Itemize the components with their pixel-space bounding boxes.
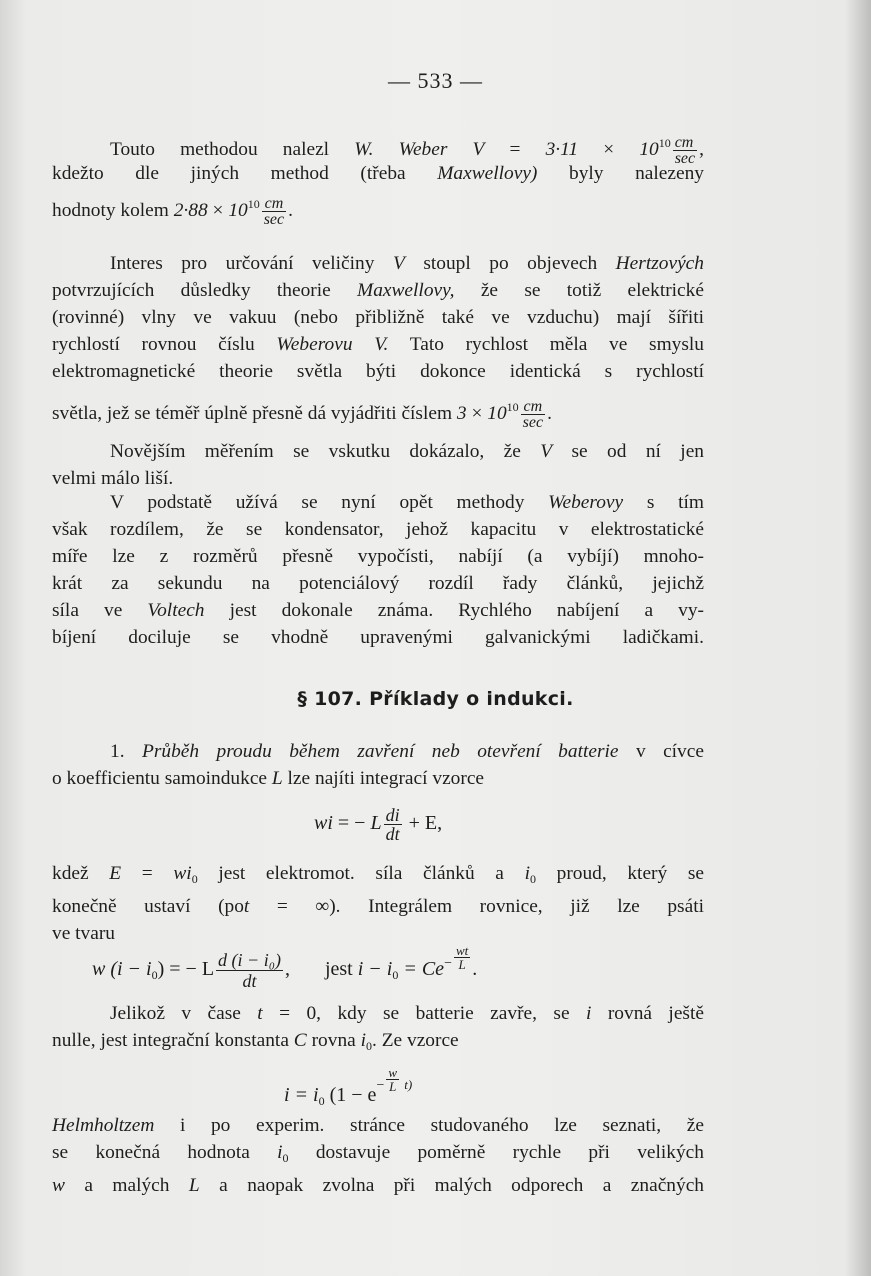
fraction-numerator: di (385, 805, 400, 825)
text-span: se konečná hodnota (52, 1142, 250, 1163)
paragraph-example-1 (52, 738, 704, 792)
text-span: rovna (311, 1030, 356, 1051)
times-sign: × (578, 139, 640, 160)
exponent: 10 (658, 136, 671, 150)
punctuation: , (284, 958, 290, 980)
fraction-denominator: L (389, 1079, 397, 1094)
exponent: 10 (247, 197, 260, 211)
equals-sign: = ∞). (249, 896, 341, 917)
text-line (52, 277, 704, 304)
text-line (52, 331, 704, 358)
subscript: 0 (191, 872, 198, 886)
emphasis-name: Voltech (147, 600, 205, 621)
times-sign: × (466, 403, 488, 424)
emphasis-name: Weberovu V. (276, 334, 389, 355)
exponent-fraction (386, 1066, 399, 1093)
text-span: jest dokonale známa. Rychlého nabíjení a vy- (229, 600, 704, 621)
variable-i: i (586, 1003, 592, 1024)
text-line: velmi málo liší. (52, 468, 174, 489)
text-span: jest elektromot. síla článků a (218, 863, 504, 884)
formula-rhs: = Ce (398, 958, 445, 980)
text-span: stoupl po objevech (423, 253, 598, 274)
subscript: 0 (392, 968, 399, 982)
text-span: Touto methodou nalezl (110, 139, 330, 160)
text-span: kdež (52, 863, 89, 884)
text-line: (rovinné) vlny ve vakuu (nebo přibližně také ve vzduchu) mají šířiti (52, 307, 704, 328)
text-line (52, 1027, 704, 1060)
paragraph-helmholtz (52, 1112, 704, 1199)
fraction-denominator: dt (385, 824, 400, 844)
text-span: světla, jež se téměř úplně přesně dá vyjádřiti číslem (52, 403, 453, 424)
text-span: byly nalezeny (569, 163, 704, 184)
text-span: kdežto dle jiných method (třeba (52, 163, 406, 184)
formula-mid: (1 − e (324, 1084, 377, 1106)
emphasis-name: Maxwellovy, (357, 280, 455, 301)
variable-e: E (109, 863, 122, 884)
base-ten: 10 (487, 403, 507, 424)
fraction-denominator: sec (522, 414, 544, 432)
punctuation: . (288, 200, 293, 221)
text-line (52, 597, 704, 624)
value: 3·11 (545, 139, 579, 160)
paragraph-newer-measurement (52, 438, 704, 492)
text-line (52, 1112, 704, 1139)
text-span: . Ze vzorce (372, 1030, 459, 1051)
text-span: kdy se batterie zavře, se (337, 1003, 570, 1024)
text-span: rovná ještě (607, 1003, 704, 1024)
formula-rest: + E, (403, 812, 443, 835)
unit-fraction (262, 196, 286, 227)
formula-equals: = − (332, 812, 371, 835)
variable-v: V (392, 253, 405, 274)
formula-lhs: i = i (284, 1084, 319, 1106)
fraction-numerator: cm (262, 196, 286, 212)
equals-sign: = (484, 139, 546, 160)
paragraph-hertz-waves (52, 250, 704, 432)
text-span: Novějším měřením se vskutku dokázalo, že (110, 441, 521, 462)
text-span: a naopak zvolna při malých odporech a značných (219, 1175, 704, 1196)
punctuation: . (472, 958, 478, 980)
fraction-numerator: cm (521, 399, 545, 415)
punctuation: . (547, 403, 552, 424)
text-line (52, 126, 704, 168)
exponent-sign: − (376, 1078, 385, 1093)
formula-lhs: w (i − i (92, 958, 152, 980)
subscript: 0 (318, 1094, 325, 1108)
text-line (52, 250, 704, 277)
text-line (52, 385, 704, 432)
formula-lhs: wi (314, 812, 333, 835)
formula-word: jest (324, 958, 353, 980)
example-number: 1. (110, 741, 125, 762)
variable-c: C (293, 1030, 307, 1051)
base-ten: 10 (639, 139, 659, 160)
text-line: ve tvaru (52, 923, 115, 944)
variable-t: t (257, 1003, 263, 1024)
text-line (52, 893, 704, 920)
text-line (52, 1000, 704, 1027)
formula-mid: ) = − L (157, 958, 215, 980)
formula-fraction (216, 950, 283, 991)
exponent-tail: t) (401, 1077, 413, 1092)
text-span: Jelikož v čase (110, 1003, 241, 1024)
base-ten: 10 (228, 200, 248, 221)
text-span: že se totiž elektrické (480, 280, 704, 301)
author-name: W. Weber (354, 139, 448, 160)
variable-v: V (472, 139, 485, 160)
variable-v: V (540, 441, 553, 462)
text-span: Tato rychlost měla ve smyslu (409, 334, 704, 355)
text-line (52, 489, 704, 516)
text-span: v cívce (635, 741, 704, 762)
unit-fraction (521, 399, 545, 430)
text-line: elektromagnetické theorie světla býti dokonce identická s rychlostí (52, 361, 704, 382)
text-line (52, 738, 704, 765)
text-line: míře lze z rozměrů přesně vypočísti, nabíjí (a vybíjí) mnoho- (52, 546, 704, 567)
paragraph-weber-method (52, 489, 704, 651)
emphasis-name: Maxwellovy) (437, 163, 538, 184)
paragraph-initial-condition (52, 1000, 704, 1060)
text-span: V podstatě užívá se nyní opět methody (110, 492, 525, 513)
variable-i: i (524, 863, 530, 884)
fraction-numerator: w (388, 1065, 398, 1080)
text-line (52, 160, 704, 187)
variable-l: L (188, 1175, 200, 1196)
text-span: nulle, jest integrační konstanta (52, 1030, 289, 1051)
text-span: rychlostí rovnou číslu (52, 334, 255, 355)
times-sign: × (207, 200, 229, 221)
text-span: se od ní jen (571, 441, 704, 462)
variable-i: i (360, 1030, 366, 1051)
text-span: proud, který se (556, 863, 704, 884)
page-number: — 533 — (388, 68, 483, 93)
text-line (52, 1172, 704, 1199)
variable-i: i (277, 1142, 283, 1163)
text-line (52, 438, 704, 465)
variable-w: w (52, 1175, 65, 1196)
text-line (52, 860, 704, 893)
exponent-sign: − (444, 956, 452, 971)
text-line: však rozdílem, že se kondensator, jehož kapacitu v elektrostatické (52, 519, 704, 540)
formula-solution (284, 1066, 412, 1109)
emphasis-name: Hertzových (615, 253, 704, 274)
punctuation: , (699, 139, 704, 160)
fraction-numerator: cm (673, 135, 697, 151)
section-heading: § 107. Příklady o indukci. (297, 688, 574, 710)
fraction-denominator: L (458, 957, 466, 972)
exponent-fraction (454, 944, 470, 971)
paragraph-weber-measurement (52, 126, 704, 229)
value: 3 (456, 403, 467, 424)
formula-rhs: i − i (357, 958, 393, 980)
text-span: s tím (646, 492, 704, 513)
text-line: bíjení dociluje se vhodně upravenými galvanickými ladičkami. (52, 627, 704, 648)
text-span: i po experim. stránce studovaného lze seznati, že (179, 1115, 704, 1136)
variable-l: L (271, 768, 283, 789)
equals-sign: = 0, (262, 1003, 322, 1024)
text-line: krát za sekundu na potenciálový rozdíl řady článků, jejichž (52, 573, 704, 594)
emphasis-name: Weberovy (548, 492, 624, 513)
text-span: Integrálem rovnice, již lze psáti (368, 896, 704, 917)
text-span: a malých (84, 1175, 170, 1196)
formula-fraction (384, 806, 402, 843)
emphasis-name: Helmholtzem (52, 1115, 155, 1136)
subscript: 0 (366, 1039, 372, 1053)
variable-wi: wi (173, 863, 192, 884)
text-line (52, 765, 704, 792)
text-line (52, 1139, 704, 1172)
subscript: 0 (151, 968, 158, 982)
variable-t: t (243, 896, 250, 917)
fraction-denominator: dt (242, 970, 257, 991)
text-span: konečně ustaví (po (52, 896, 244, 917)
example-title: Průběh proudu během zavření neb otevření batterie (141, 741, 619, 762)
text-span: Interes pro určování veličiny (110, 253, 375, 274)
formula-variable: L (370, 812, 382, 835)
text-span: o koefficientu samoindukce (52, 768, 268, 789)
equals-sign: = (121, 863, 174, 884)
value: 2·88 (173, 200, 208, 221)
text-span: potvrzujících důsledky theorie (52, 280, 331, 301)
paragraph-emf-definition (52, 860, 704, 947)
fraction-numerator: d (i − i₀) (218, 949, 281, 970)
formula-induction (314, 806, 442, 843)
text-span: lze najíti integrací vzorce (287, 768, 485, 789)
fraction-denominator: sec (263, 211, 285, 229)
text-span: síla ve (52, 600, 123, 621)
fraction-numerator: wt (455, 943, 469, 958)
formula-integral (92, 944, 477, 991)
text-span: dostavuje poměrně rychle při velikých (315, 1142, 704, 1163)
text-line (52, 187, 704, 229)
text-span: hodnoty kolem (52, 200, 169, 221)
subscript: 0 (282, 1151, 289, 1165)
exponent: 10 (506, 400, 519, 414)
subscript: 0 (529, 872, 536, 886)
fraction-denominator: sec (674, 150, 696, 168)
